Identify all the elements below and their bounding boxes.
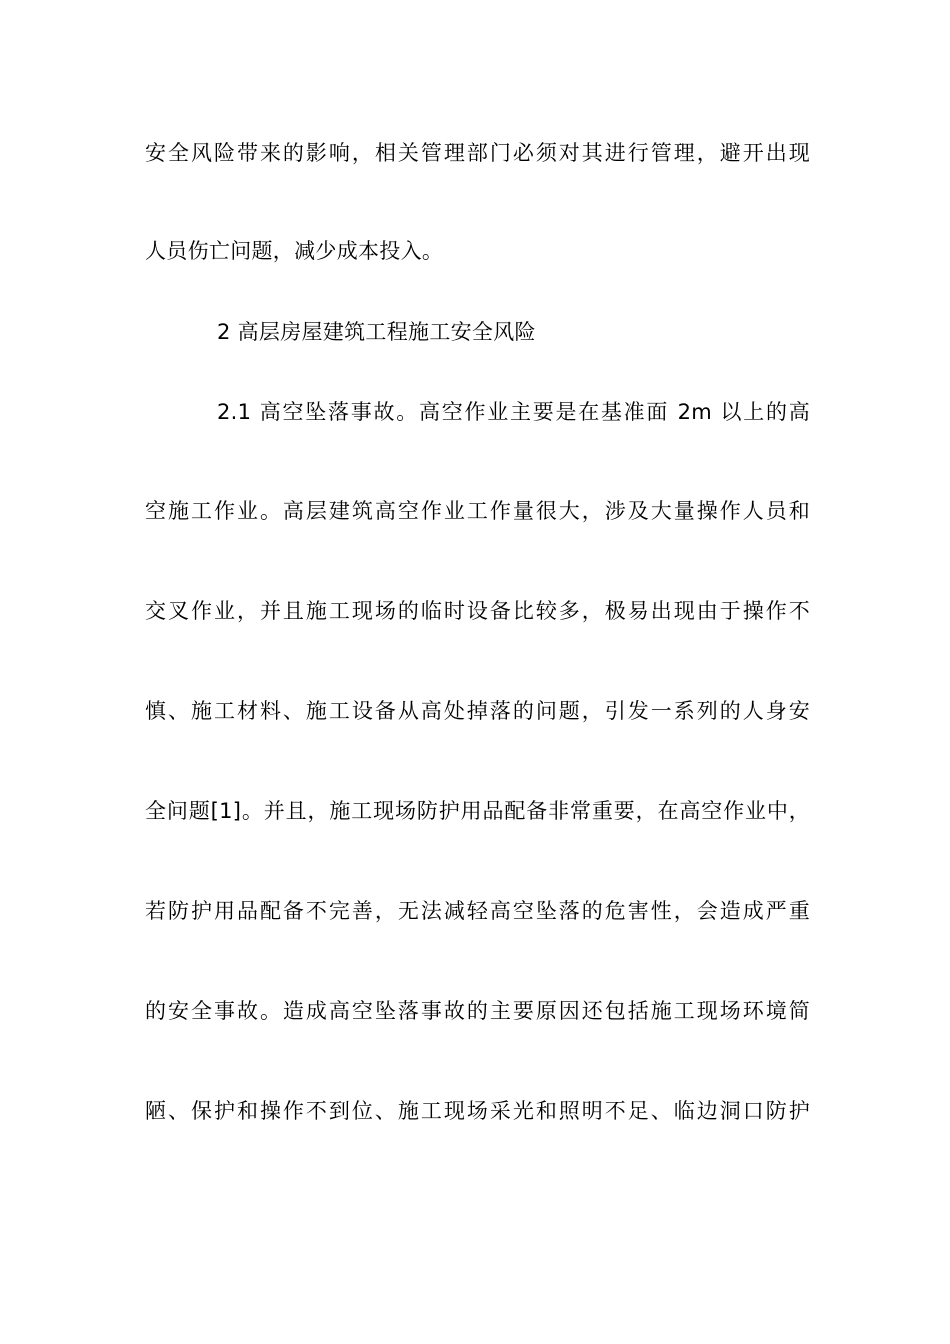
paragraph-line-2: 人员伤亡问题，减少成本投入。 [145, 239, 444, 263]
paragraph-line-10: 陋、保护和操作不到位、施工现场采光和照明不足、临边洞口防护 [145, 1099, 810, 1123]
paragraph-line-4: 空施工作业。高层建筑高空作业工作量很大，涉及大量操作人员和 [145, 499, 810, 523]
paragraph-line-3: 2.1 高空坠落事故。高空作业主要是在基准面 2m 以上的高 [217, 400, 810, 424]
paragraph-line-6: 慎、施工材料、施工设备从高处掉落的问题，引发一系列的人身安 [145, 699, 810, 723]
paragraph-line-7: 全问题[1]。并且，施工现场防护用品配备非常重要，在高空作业中， [145, 799, 810, 823]
paragraph-line-1: 安全风险带来的影响，相关管理部门必须对其进行管理，避开出现 [145, 141, 810, 165]
paragraph-line-9: 的安全事故。造成高空坠落事故的主要原因还包括施工现场环境简 [145, 999, 810, 1023]
section-heading: 2 高层房屋建筑工程施工安全风险 [217, 320, 536, 344]
paragraph-line-8: 若防护用品配备不完善，无法减轻高空坠落的危害性，会造成严重 [145, 899, 810, 923]
paragraph-line-5: 交叉作业，并且施工现场的临时设备比较多，极易出现由于操作不 [145, 599, 810, 623]
